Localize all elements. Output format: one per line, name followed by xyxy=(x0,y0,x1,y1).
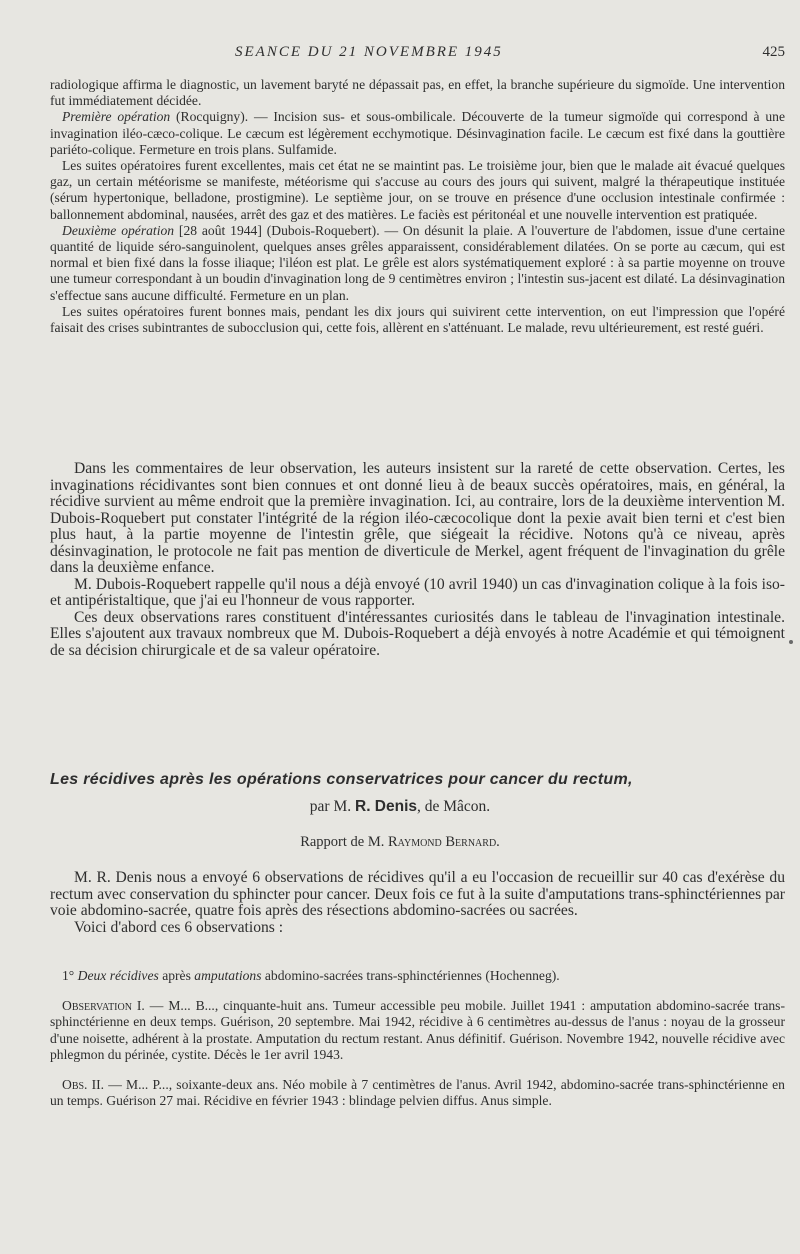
paragraph xyxy=(50,223,785,304)
byline xyxy=(0,798,800,816)
page-number: 425 xyxy=(762,44,785,60)
paragraph: radiologique affirma le diagnostic, un lavement baryté ne dépassait pas, en effet, la branche supérieure du sigmoïde. Une intervention fut immédiatement décidée. xyxy=(50,77,785,109)
first-operation-text: (Rocquigny). — Incision sus- et sous-ombilicale. Découverte de la tumeur sigmoïde qui correspond à une invagination iléo-cæco-colique. Le cæcum est légèrement ecchymotique. Désinvagination facile. Le cæcum est fixé dans la gouttière pariéto-colique. Fermeture en trois plans. Sulfamide. xyxy=(50,109,785,157)
section-mid: après xyxy=(158,968,195,983)
paragraph: M. Dubois-Roquebert rappelle qu'il nous a déjà envoyé (10 avril 1940) un cas d'invagination colique à la fois iso- et antipéristaltique, que j'ai eu l'honneur de vous rapporter. xyxy=(50,575,785,609)
paragraph: Les suites opératoires furent excellentes, mais cet état ne se maintint pas. Le troisième jour, bien que le malade ait évacué quelques gaz, un certain météorisme se manifeste, météorisme qui s'accuse au cours des jours qui suivent, malgré la thérapeutique instituée (sérum hypertonique, belladone, prostigmine). Le septième jour, on se trouve en présence d'une occlusion intestinale confirmée : ballonnement abdominal, nausées, arrêt des gaz et des matières. Le faciès est péritonéal et une nouvelle intervention est pratiquée. xyxy=(50,158,785,222)
observation-1-label: Observation I. xyxy=(62,998,145,1014)
reporter-name: Raymond Bernard xyxy=(388,834,497,850)
case-list xyxy=(50,968,785,1109)
observation-1 xyxy=(50,998,785,1063)
scan-speck xyxy=(789,640,793,644)
observation-1-text: — M... B..., cinquante-huit ans. Tumeur accessible peu mobile. Juillet 1941 : amputation abdomino-sacrée trans-sphinctérienne en deux temps. Guérison, 20 septembre. Mai 1942, récidive à 6 centimètres au-dessus de l'anus : noyau de la grosseur d'une noisette, adhérent à la prostate. Amputation du rectum restant. Anus définitif. Guérison. Novembre 1942, nouvelle récidive avec phlegmon du périnée, cystite. Décès le 1er avril 1943. xyxy=(50,998,786,1062)
observation-2-text: — M... P..., soixante-deux ans. Néo mobile à 7 centimètres de l'anus. Avril 1942, abdomino-sacrée trans-sphinctérienne en un temps. Guérison 27 mai. Récidive en février 1943 : blindage pelvien diffus. Anus simple. xyxy=(50,1077,785,1109)
running-header xyxy=(50,44,785,66)
byline-prefix: par M. xyxy=(309,798,355,815)
paragraph xyxy=(50,109,785,158)
commentary-section xyxy=(50,461,785,659)
section-italic-2: amputations xyxy=(194,968,262,983)
observation-2 xyxy=(50,1077,785,1109)
section-rest: abdomino-sacrées trans-sphinctériennes (Hochenneg). xyxy=(261,968,560,983)
report-prefix: Rapport de M. xyxy=(300,834,388,850)
section-number: 1° xyxy=(62,968,78,983)
byline-suffix: , de Mâcon. xyxy=(417,798,491,815)
second-operation-label: Deuxième opération xyxy=(62,222,175,238)
observation-2-label: Obs. II. xyxy=(62,1077,105,1093)
paragraph: Les suites opératoires furent bonnes mais, pendant les dix jours qui suivirent cette intervention, on eut l'impression que l'opéré faisait des crises subintrantes de subocclusion qui, cette fois, allèrent en s'atténuant. Le malade, revu ultérieurement, est resté guéri. xyxy=(50,303,785,336)
first-operation-label: Première opération xyxy=(62,109,171,125)
case-report-continuation xyxy=(50,77,785,336)
section-subheading xyxy=(50,968,785,984)
paragraph: Ces deux observations rares constituent d'intéressantes curiosités dans le tableau de l'invagination intestinale. Elles s'ajoutent aux travaux nombreux que M. Dubois-Roquebert a déjà envoyés à notre Académie et qui témoignent de sa décision chirurgicale et de sa valeur opératoire. xyxy=(50,608,785,659)
paragraph: Dans les commentaires de leur observation, les auteurs insistent sur la rareté de cette observation. Certes, les invaginations récidivantes sont bien connues et ont donné lieu à de beaux succès opératoires, mais, en général, la récidive survient au même endroit que la première invagination. Ici, au contraire, lors de la deuxième intervention M. Dubois-Roquebert put constater l'intégrité de la région iléo-cæcocolique dont la pexie avait bien terni et c'est bien plus haut, à la partie moyenne de l'intestin grêle, que siégeait la récidive. Notons qu'à ce niveau, après désinvagination, le protocole ne fait pas mention de diverticule de Merkel, agent fréquent de l'invagination du grêle dans la deuxième enfance. xyxy=(50,460,785,576)
report-suffix: . xyxy=(496,834,500,850)
paragraph: Voici d'abord ces 6 observations : xyxy=(74,918,284,936)
section-italic-1: Deux récidives xyxy=(77,968,159,983)
article-intro xyxy=(50,870,785,936)
author-name: R. Denis xyxy=(355,798,418,815)
article-title: Les récidives après les opérations conservatrices pour cancer du rectum, xyxy=(50,771,633,788)
report-line xyxy=(0,834,800,851)
running-title: SEANCE DU 21 NOVEMBRE 1945 xyxy=(235,44,503,60)
paragraph: M. R. Denis nous a envoyé 6 observations de récidives qu'il a eu l'occasion de recueillir sur 40 cas d'exérèse du rectum avec conservation du sphincter pour cancer. Deux fois ce fut à la suite d'amputations trans-sphinctériennes par voie abdomino-sacrée, quatre fois après des résections abdomino-sacrées ou sacrées. xyxy=(50,869,785,919)
second-operation-text: [28 août 1944] (Dubois-Roquebert). — On désunit la plaie. A l'ouverture de l'abdomen, issue d'une certaine quantité de liquide séro-sanguinolent, quelques anses grêles apparaissent, considérablement dilatées. On se porte au cæcum, qui est normal et bien fixé dans la fosse iliaque; l'iléon est plat. Le grêle est alors systématiquement exploré : à sa partie moyenne on trouve une tumeur correspondant à un boudin d'invagination long de 9 centimètres environ ; l'intestin sus-jacent est dilaté. La désinvagination s'effectue sans aucune difficulté. Fermeture en un plan. xyxy=(50,222,785,303)
